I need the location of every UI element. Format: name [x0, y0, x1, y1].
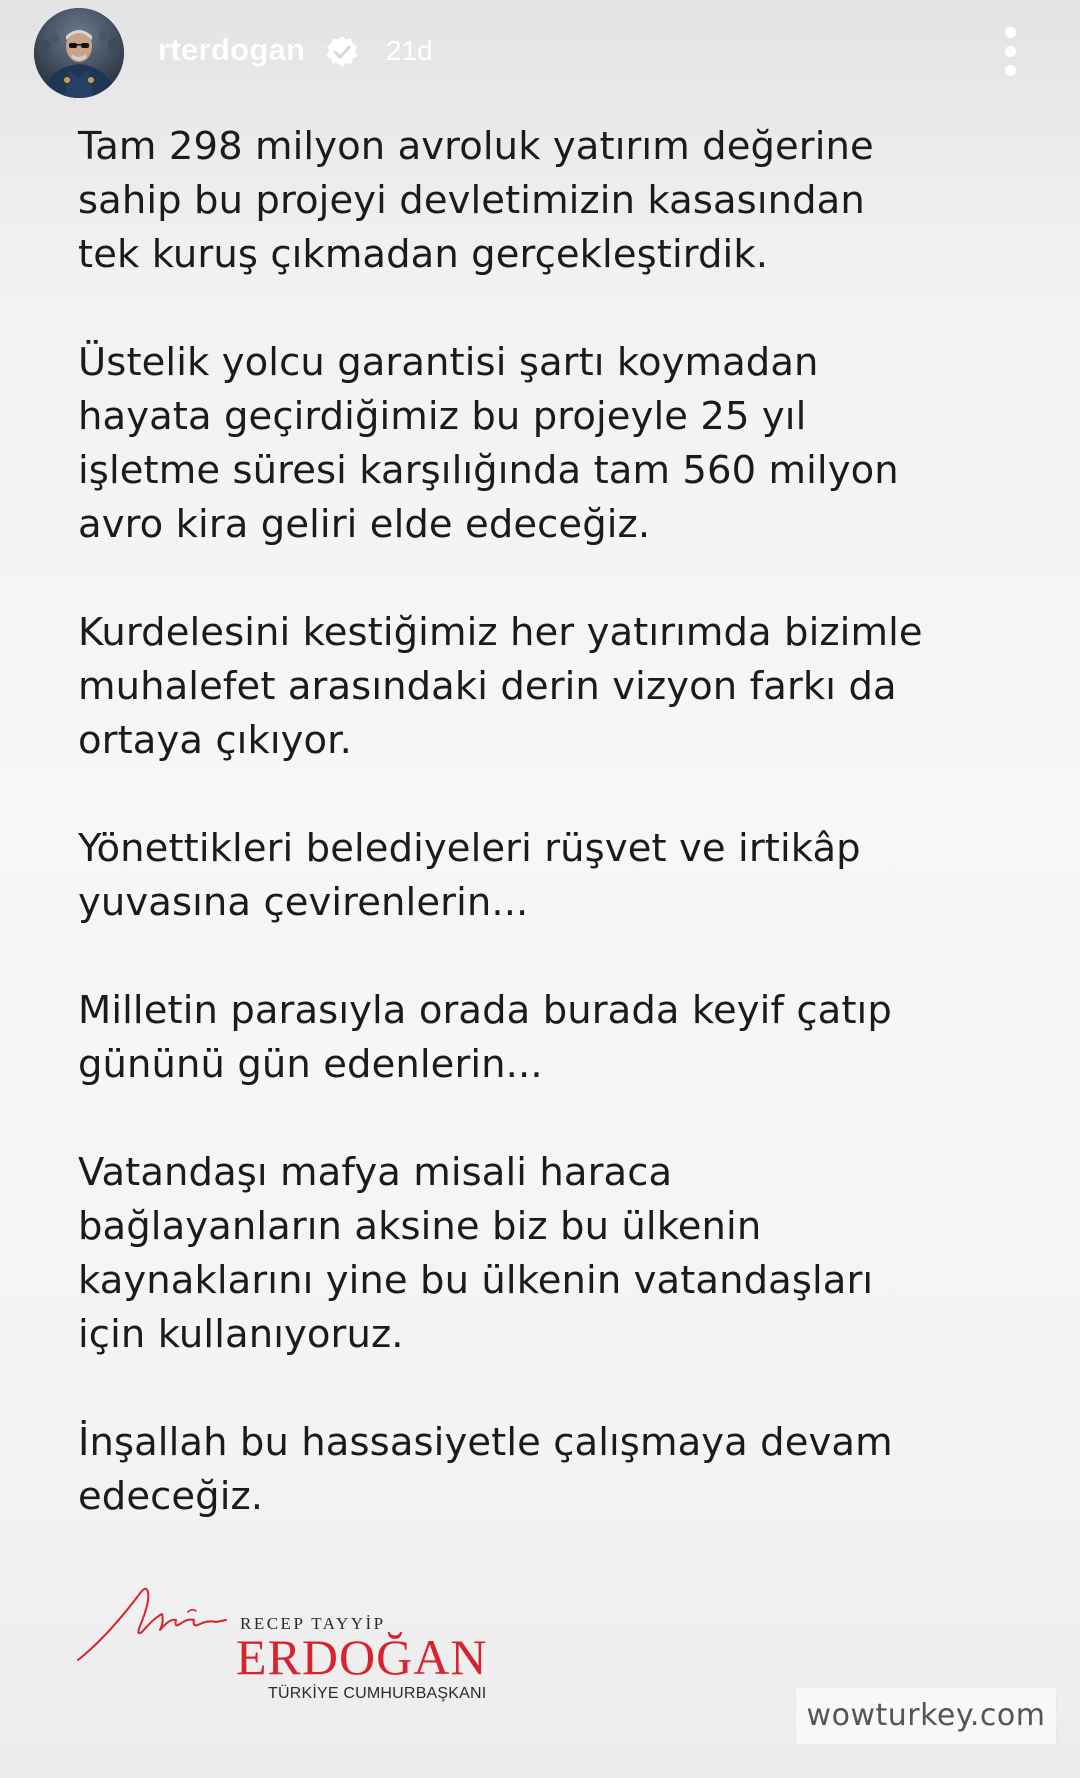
post-text [78, 120, 1058, 1578]
avatar-image [34, 8, 124, 98]
paragraph: Milletin parasıyla orada burada keyif çatıp gününü gün edenlerin... [78, 988, 892, 1087]
watermark-text: wowturkey.com [806, 1698, 1046, 1733]
signature-name: RECEP TAYYİP [240, 1614, 386, 1633]
timestamp: 21d [386, 35, 433, 66]
signature-title: TÜRKİYE CUMHURBAŞKANI [268, 1685, 487, 1702]
more-options-icon[interactable] [996, 22, 1026, 82]
username[interactable]: rterdogan [158, 32, 306, 67]
signature-logo [76, 1578, 516, 1708]
paragraph: Tam 298 milyon avroluk yatırım değerine sahip bu projeyi devletimizin kasasından tek kuruş çıkmadan gerçekleştirdik. [78, 124, 874, 277]
story-header [0, 0, 1080, 110]
paragraph: Kurdelesini kestiğimiz her yatırımda bizimle muhalefet arasındaki derin vizyon farkı da ortaya çıkıyor. [78, 610, 923, 763]
paragraph: Üstelik yolcu garantisi şartı koymadan hayata geçirdiğimiz bu projeyle 25 yıl işletme süresi karşılığında tam 560 milyon avro kira geliri elde edeceğiz. [78, 340, 899, 547]
paragraph: Yönettikleri belediyeleri rüşvet ve irtikâp yuvasına çevirenlerin... [78, 826, 861, 925]
avatar[interactable] [34, 8, 124, 98]
handwritten-signature [76, 1578, 236, 1678]
verified-badge-icon [325, 35, 359, 69]
paragraph: İnşallah bu hassasiyetle çalışmaya devam edeceğiz. [78, 1420, 893, 1519]
paragraph: Vatandaşı mafya misali haraca bağlayanların aksine biz bu ülkenin kaynaklarını yine bu ülkenin vatandaşları için kullanıyoruz. [78, 1150, 874, 1357]
watermark [796, 1688, 1056, 1744]
signature-surname: ERDOĞAN [236, 1629, 488, 1685]
